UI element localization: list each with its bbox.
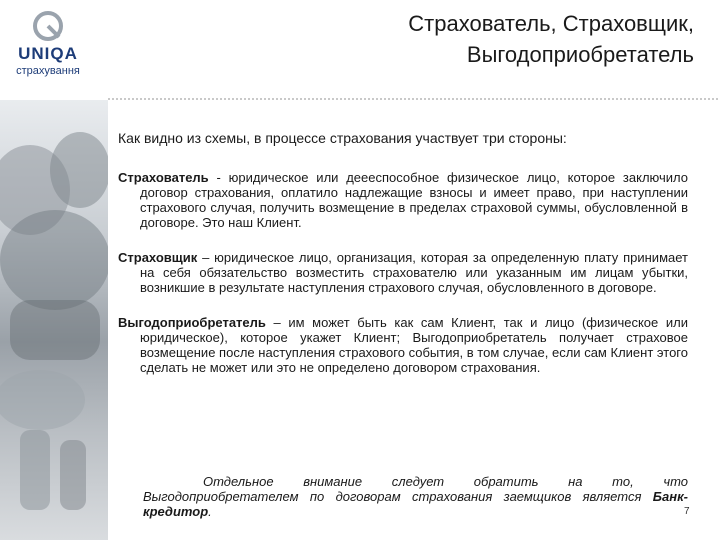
term-insured: Страхователь bbox=[118, 170, 209, 185]
logo-name: UNIQA bbox=[18, 44, 78, 63]
background-photo bbox=[0, 100, 108, 540]
uniqa-logo bbox=[8, 10, 88, 80]
beneficiary-note bbox=[143, 474, 688, 519]
note-end: . bbox=[208, 504, 212, 519]
slide-title-line-2: Выгодоприобретатель bbox=[466, 42, 694, 67]
definition-insurer bbox=[118, 250, 688, 295]
definition-insured-text: - юридическое или деееспособное физическое лицо, которое заключило договор страхования, оплатило надлежащие взносы и имеет право, при наступлении страхового случая, получить возмещение в пределах страховой суммы, обусловленной в договоре. Это наш Клиент. bbox=[140, 170, 688, 230]
term-beneficiary: Выгодоприобретатель bbox=[118, 315, 266, 330]
title-divider bbox=[108, 98, 720, 100]
team-huddle-illustration bbox=[0, 100, 108, 540]
note-text: Отдельное внимание следует обратить на то, что Выгодоприобретателем по договорам страхования заемщиков является bbox=[143, 474, 688, 504]
slide-title-line-1: Страхователь, Страховщик, bbox=[408, 11, 694, 36]
uniqa-emblem-icon bbox=[32, 10, 64, 42]
note-bold-term: Банк-кредитор bbox=[143, 489, 688, 519]
logo-subtitle: страхування bbox=[16, 65, 80, 77]
slide-body bbox=[118, 130, 688, 395]
definition-insurer-text: – юридическое лицо, организация, которая за определенную плату принимает на себя обязательство возместить страхователю или указанным им лицам убытки, возникшие в результате наступления страхового случая, обусловленного в договоре. bbox=[140, 250, 688, 295]
definition-insured bbox=[118, 170, 688, 230]
definition-beneficiary bbox=[118, 315, 688, 375]
page-number: 7 bbox=[684, 506, 690, 517]
slide-title bbox=[274, 8, 694, 70]
definition-beneficiary-text: – им может быть как сам Клиент, так и лицо (физическое или юридическое), которое укажет Клиент; Выгодоприобретатель получает страховое возмещение после наступления страхового события, в том случае, если сам Клиент этого сделать не может или это не определено договором страхования. bbox=[140, 315, 688, 375]
term-insurer: Страховщик bbox=[118, 250, 198, 265]
intro-paragraph: Как видно из схемы, в процессе страхования участвует три стороны: bbox=[118, 130, 567, 146]
